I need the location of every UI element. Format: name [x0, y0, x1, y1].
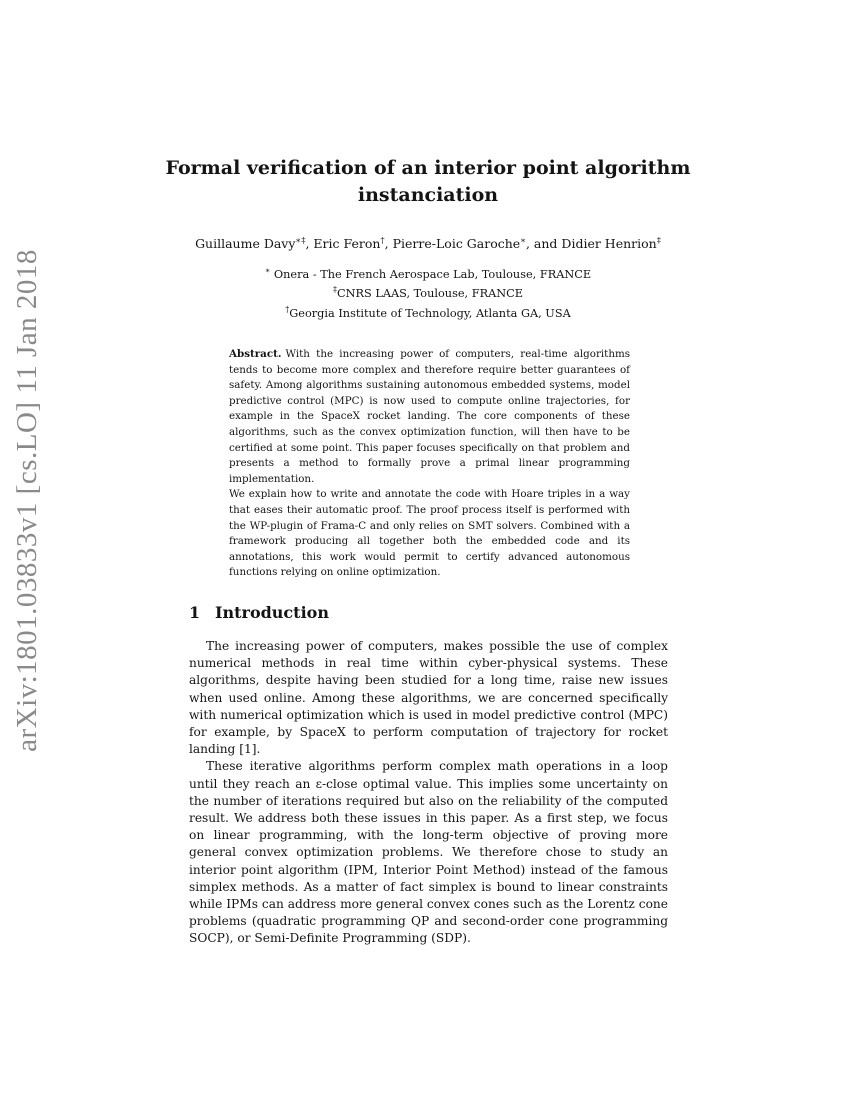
author-separator: ,	[384, 236, 393, 252]
abstract-text: With the increasing power of computers, real-time algorithms tends to become more complex and therefore require better guarantees of safety. Among algorithms sustaining autonomous embedded systems, model predictive control (MPC) is now used to compute online trajectories, for example in the SpaceX rocket landing. The core components of these algorithms, such as the convex optimization function, will then have to be certified at some point. This paper focuses specifically on that problem and presents a method to formally prove a primal linear programming implementation.	[229, 348, 630, 485]
body-paragraph: The increasing power of computers, makes possible the use of complex numerical methods in real time within cyber-physical systems. These algorithms, despite having been studied for a long time, raise new issues when used online. Among these algorithms, we are concerned specifically with numerical optimization which is used in model predictive control (MPC) for example, by SpaceX to perform computation of trajectory for rocket landing [1].	[189, 639, 668, 757]
author-marks: †	[380, 236, 385, 246]
affiliation-list	[190, 263, 666, 321]
body-paragraph: These iterative algorithms perform complex math operations in a loop until they reach an ε-close optimal value. This implies some uncertainty on the number of iterations required but also on the reliability of the computed result. We address both these issues in this paper. As a first step, we focus on linear programming, with the long-term objective of proving more general convex optimization problems. We therefore chose to study an interior point algorithm (IPM, Interior Point Method) instead of the famous simplex methods. As a matter of fact simplex is bound to linear constraints while IPMs can address more general convex cones such as the Lorentz cone problems (quadratic programming QP and second-order cone programming SOCP), or Semi-Definite Programming (SDP).	[189, 759, 668, 946]
abstract-paragraph: We explain how to write and annotate the code with Hoare triples in a way that eases their automatic proof. The proof process itself is performed with the WP-plugin of Frama-C and only relies on SMT solvers. Combined with a framework producing all together both the embedded code and its annotations, this work would permit to certify advanced autonomous functions relying on online optimization.	[229, 488, 630, 579]
section-title: Introduction	[215, 603, 329, 622]
affiliation-line	[190, 282, 666, 301]
affiliation-mark: ‡	[332, 285, 337, 295]
affiliation-line	[190, 302, 666, 321]
title-line-2: instanciation	[357, 184, 499, 206]
author-separator: , and	[525, 236, 562, 252]
abstract-block	[229, 347, 630, 581]
section-body	[189, 638, 668, 948]
author-separator: ,	[305, 236, 314, 252]
author-name: Didier Henrion	[561, 236, 657, 252]
arxiv-sidebar	[2, 248, 52, 752]
affiliation-mark: ∗	[264, 266, 271, 275]
author-marks: ‡	[656, 236, 661, 246]
affiliation-text: Onera - The French Aerospace Lab, Toulouse, FRANCE	[270, 267, 592, 281]
affiliation-text: CNRS LAAS, Toulouse, FRANCE	[336, 287, 524, 301]
affiliation-text: Georgia Institute of Technology, Atlanta GA, USA	[289, 306, 571, 320]
author-name: Guillaume Davy	[195, 236, 296, 252]
paper-title	[150, 155, 706, 209]
arxiv-identifier: arXiv:1801.03833v1 [cs.LO] 11 Jan 2018	[10, 248, 43, 752]
author-name: Pierre-Loic Garoche	[392, 236, 521, 252]
section-heading	[189, 602, 329, 624]
author-marks: ∗‡	[295, 236, 306, 246]
affiliation-mark: †	[285, 304, 290, 314]
title-line-1: Formal verification of an interior point algorithm	[165, 157, 691, 179]
abstract-paragraph	[229, 347, 630, 487]
section-number: 1	[189, 603, 201, 622]
affiliation-line	[190, 263, 666, 282]
abstract-label: Abstract.	[229, 348, 282, 360]
author-marks: ∗	[520, 236, 526, 246]
author-list	[140, 233, 716, 252]
author-name: Eric Feron	[313, 236, 381, 252]
